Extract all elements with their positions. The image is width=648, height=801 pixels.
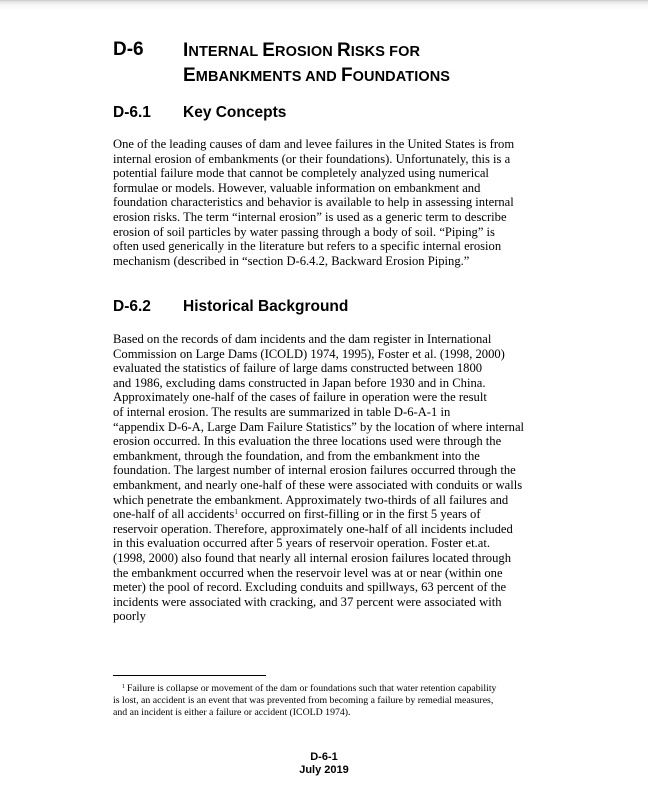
text-line: internal erosion of embankments (or their foundations). Unfortunately, this is a (113, 151, 511, 166)
text-line: often used generically in the literature but refers to a specific internal erosion (113, 239, 502, 254)
text-line: the embankment occurred when the reservoir level was at or near (within one (113, 565, 503, 580)
footnote-line: and an incident is either a failure or accident (ICOLD 1974). (113, 706, 351, 718)
text-line: Approximately one-half of the cases of failure in operation were the result (113, 390, 487, 405)
subsection-title-key-concepts: Key Concepts (183, 104, 287, 121)
text-line: meter) the pool of record. Excluding conduits and spillways, 63 percent of the (113, 580, 507, 595)
page-number: D-6-1 (310, 751, 338, 763)
text-line: reservoir operation. Therefore, approximately one-half of all incidents included (113, 521, 513, 536)
footnote-reference[interactable]: 1 (234, 508, 238, 517)
footnote-text: Failure is collapse or movement of the dam or foundations such that water retention capability (127, 683, 497, 694)
section-title-line-2: EMBANKMENTS AND FOUNDATIONS (183, 65, 451, 86)
key-concepts-paragraph (113, 137, 514, 268)
text-line: “appendix D-6-A, Large Dam Failure Statistics” by the location of where internal (113, 419, 525, 434)
text-line: potential failure mode that cannot be completely analyzed using numerical (113, 166, 489, 181)
text-line: erosion of soil particles by water passing through a body of soil. “Piping” is (113, 224, 495, 239)
text-line: incidents were associated with cracking, and 37 percent were associated with (113, 594, 502, 609)
text-line: embankment, and nearly one-half of these were associated with conduits or walls (113, 477, 523, 492)
text-line: and 1986, excluding dams constructed in Japan before 1930 and in China. (113, 375, 486, 390)
historical-background-paragraph (113, 332, 524, 624)
text-segment: one-half of all accidents (113, 507, 235, 522)
text-line: poorly (113, 609, 146, 624)
footnote-divider (113, 675, 266, 676)
section-title-line-1: INTERNAL EROSION RISKS FOR (183, 40, 421, 61)
footnote-marker: 1 (122, 684, 125, 690)
text-line: of internal erosion. The results are summarized in table D-6-A-1 in (113, 404, 451, 419)
text-line: Commission on Large Dams (ICOLD) 1974, 1995), Foster et al. (1998, 2000) (113, 346, 505, 361)
section-title (183, 39, 450, 89)
text-line: erosion occurred. In this evaluation the three locations used were through the (113, 434, 502, 449)
text-line: formulae or models. However, valuable information on embankment and (113, 180, 481, 195)
footnote-line: is lost, an accident is an event that was prevented from becoming a failure by remedial measures, (113, 694, 494, 706)
text-segment: occurred on first-filling or in the first 5 years of (237, 507, 481, 522)
text-line: foundation characteristics and behavior is available to help in assessing internal (113, 195, 514, 210)
text-line: foundation. The largest number of internal erosion failures occurred through the (113, 463, 516, 478)
text-line: mechanism (described in “section D-6.4.2, Backward Erosion Piping.” (113, 253, 470, 268)
text-line: which penetrate the embankment. Approximately two-thirds of all failures and (113, 492, 509, 507)
subsection-number-historical-background: D-6.2 (113, 298, 151, 315)
text-line: erosion risks. The term “internal erosion” is used as a generic term to describe (113, 209, 507, 224)
text-line: in this evaluation occurred after 5 years of reservoir operation. Foster et.at. (113, 536, 490, 551)
footnote (113, 683, 496, 718)
text-line: embankment, through the foundation, and from the embankment into the (113, 448, 480, 463)
text-line: (1998, 2000) also found that nearly all internal erosion failures located through (113, 550, 511, 565)
text-line: One of the leading causes of dam and levee failures in the United States is from (113, 137, 515, 151)
text-line-with-footnote (113, 507, 524, 522)
page-footer (224, 751, 424, 777)
subsection-number-key-concepts: D-6.1 (113, 104, 151, 121)
footnote-line (113, 683, 496, 695)
text-line: evaluated the statistics of failure of large dams constructed between 1800 (113, 361, 483, 376)
section-number: D-6 (113, 39, 144, 60)
subsection-title-historical-background: Historical Background (183, 298, 349, 315)
revision-date: July 2019 (299, 764, 349, 776)
text-line: Based on the records of dam incidents and the dam register in International (113, 332, 492, 346)
